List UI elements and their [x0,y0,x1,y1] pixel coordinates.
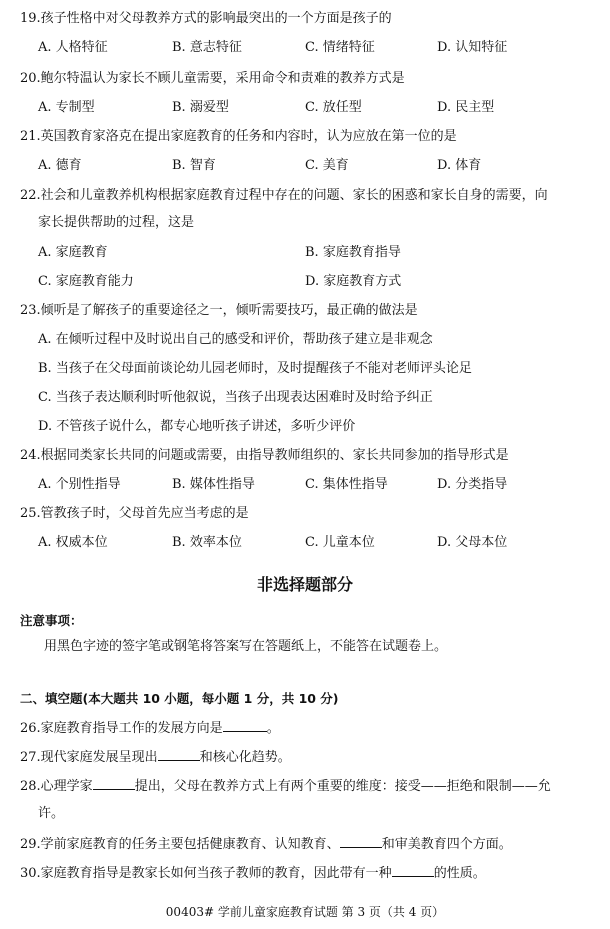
q22-option-b: B. 家庭教育指导 [305,245,401,260]
q30-text: 30.家庭教育指导是教家长如何当孩子教师的教育，因此带有一种 [20,866,392,881]
q23-option-c: C. 当孩子表达顺利时听他叙说，当孩子出现表达困难时及时给予纠正 [38,390,433,405]
q30-text-end: 的性质。 [433,866,486,881]
notice-title: 注意事项： [20,613,83,628]
q20-option-a: A. 专制型 [38,100,95,115]
q28-blank [93,776,135,790]
q28 [20,776,551,796]
part2-title: 二、填空题(本大题共 10 小题，每小题 1 分，共 10 分) [20,691,339,706]
q24-stem: 24.根据同类家长共同的问题或需要，由指导教师组织的、家长共同参加的指导形式是 [20,448,509,463]
q28-text: 28.心理学家 [20,779,93,794]
q27-blank [158,747,200,761]
q28-text-end: 提出，父母在教养方式上有两个重要的维度：接受——拒绝和限制——允 [134,779,551,794]
q19-option-c: C. 情绪特征 [305,40,375,55]
q29-blank [340,834,382,848]
q27-text: 27.现代家庭发展呈现出 [20,750,158,765]
q21-option-b: B. 智育 [172,158,216,173]
q21-option-c: C. 美育 [305,158,349,173]
q19-stem: 19.孩子性格中对父母教养方式的影响最突出的一个方面是孩子的 [20,11,392,26]
q21-option-a: A. 德育 [38,158,82,173]
q19-option-a: A. 人格特征 [38,40,108,55]
q21-stem: 21.英国教育家洛克在提出家庭教育的任务和内容时，认为应放在第一位的是 [20,129,457,144]
q25-option-c: C. 儿童本位 [305,535,375,550]
q23-stem: 23.倾听是了解孩子的重要途径之一，倾听需要技巧，最正确的做法是 [20,303,418,318]
q30 [20,863,486,883]
q30-blank [392,863,434,877]
q22-option-c: C. 家庭教育能力 [38,274,134,289]
page-footer: 00403# 学前儿童家庭教育试题 第 3 页（共 4 页） [165,905,445,919]
q27 [20,747,291,767]
notice-text: 用黑色字迹的签字笔或钢笔将答案写在答题纸上，不能答在试题卷上。 [44,639,448,654]
q20-option-b: B. 溺爱型 [172,100,229,115]
q29-text-end: 和审美教育四个方面。 [381,837,512,852]
q25-option-d: D. 父母本位 [437,535,508,550]
q20-stem: 20.鲍尔特温认为家长不顾儿童需要，采用命令和责难的教养方式是 [20,71,405,86]
q25-stem: 25.管教孩子时，父母首先应当考虑的是 [20,506,249,521]
q21-option-d: D. 体育 [437,158,482,173]
q29 [20,834,512,854]
q26-text-end: 。 [266,721,280,736]
q26-blank [223,718,267,732]
q22-option-a: A. 家庭教育 [38,245,108,260]
q23-option-d: D. 不管孩子说什么，都专心地听孩子讲述，多听少评价 [38,419,356,434]
q27-text-end: 和核心化趋势。 [199,750,291,765]
q23-option-a: A. 在倾听过程中及时说出自己的感受和评价，帮助孩子建立是非观念 [38,332,433,347]
q28-continuation: 许。 [38,806,65,821]
q24-option-b: B. 媒体性指导 [172,477,255,492]
q25-option-b: B. 效率本位 [172,535,242,550]
q23-option-b: B. 当孩子在父母面前谈论幼儿园老师时，及时提醒孩子不能对老师评头论足 [38,361,472,376]
section-title: 非选择题部分 [256,575,353,594]
q26 [20,718,280,738]
q19-option-d: D. 认知特征 [437,40,508,55]
q25-option-a: A. 权威本位 [38,535,108,550]
q26-text: 26.家庭教育指导工作的发展方向是 [20,721,223,736]
q22-stem-line2: 家长提供帮助的过程，这是 [38,215,195,230]
q24-option-d: D. 分类指导 [437,477,508,492]
q19-option-b: B. 意志特征 [172,40,242,55]
q24-option-a: A. 个别性指导 [38,477,121,492]
q24-option-c: C. 集体性指导 [305,477,388,492]
q22-stem-line1: 22.社会和儿童教养机构根据家庭教育过程中存在的问题、家长的困惑和家长自身的需要，向 [20,188,548,203]
q29-text: 29.学前家庭教育的任务主要包括健康教育、认知教育、 [20,837,340,852]
q22-option-d: D. 家庭教育方式 [305,274,402,289]
q20-option-d: D. 民主型 [437,100,495,115]
q20-option-c: C. 放任型 [305,100,362,115]
